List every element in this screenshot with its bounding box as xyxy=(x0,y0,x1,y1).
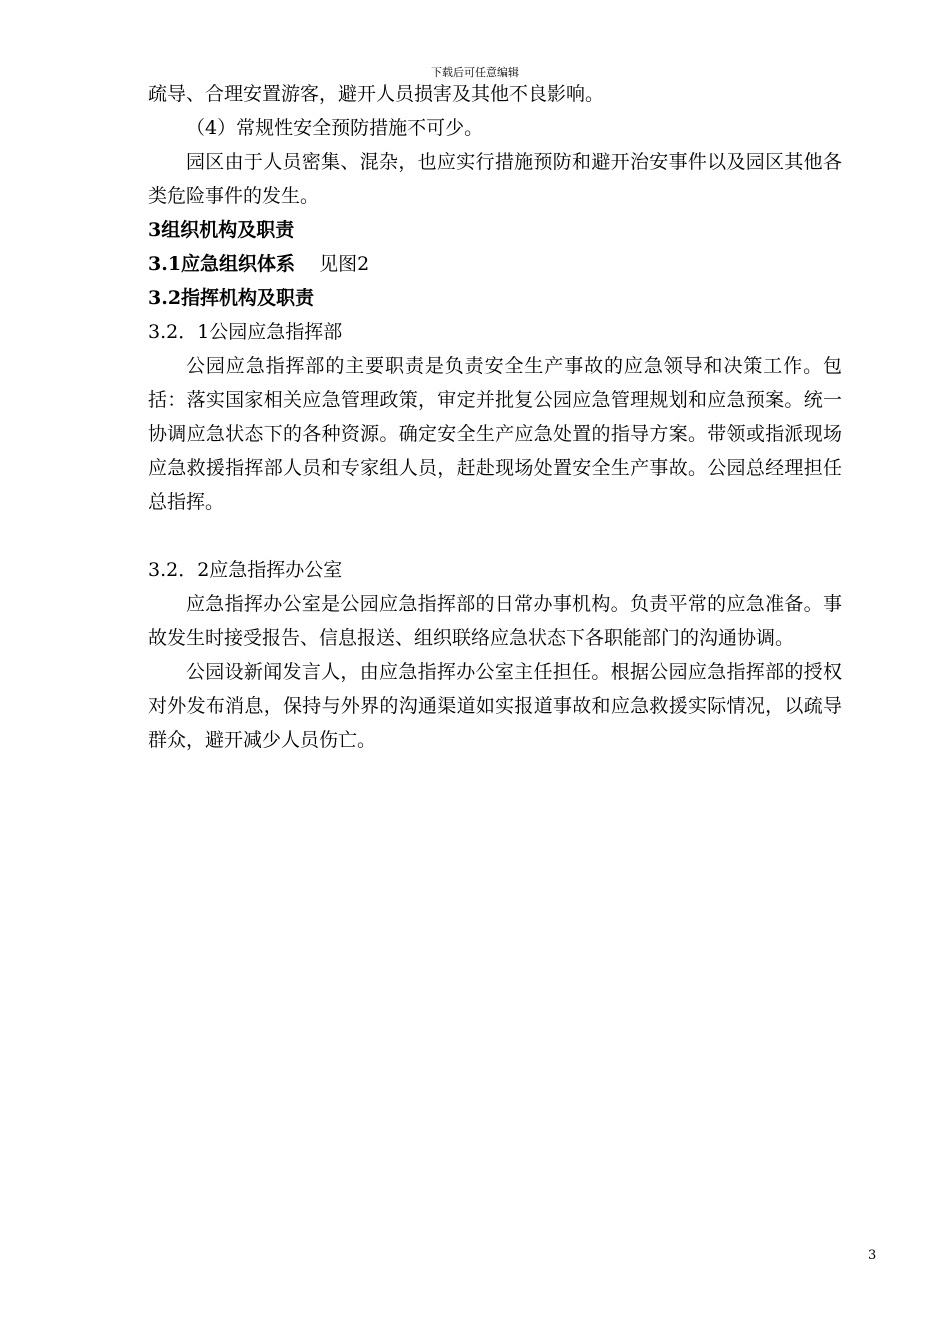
section-heading-3-1-title: 3.1应急组织体系 xyxy=(148,253,296,275)
document-body xyxy=(148,77,842,757)
paragraph-spokesperson: 公园设新闻发言人，由应急指挥办公室主任担任。根据公园应急指挥部的授权对外发布消息，保持与外界的沟通渠道如实报道事故和应急救援实际情况，以疏导群众，避开减少人员伤亡。 xyxy=(148,661,842,751)
paragraph-command-office: 应急指挥办公室是公园应急指挥部的日常办事机构。负责平常的应急准备。事故发生时接受报告、信息报送、组织联络应急状态下各职能部门的沟通协调。 xyxy=(148,593,842,649)
subsection-heading-3-2-2: 3.2．2应急指挥办公室 xyxy=(148,559,343,581)
section-heading-3: 3组织机构及职责 xyxy=(148,219,295,241)
blank-line xyxy=(148,519,842,553)
subsection-heading-3-2-1: 3.2．1公园应急指挥部 xyxy=(148,321,343,343)
section-heading-3-1 xyxy=(148,247,842,281)
page-number: 3 xyxy=(868,1248,877,1263)
section-heading-3-2: 3.2指挥机构及职责 xyxy=(148,287,315,309)
figure-reference: 见图2 xyxy=(319,253,370,275)
paragraph-command-center: 公园应急指挥部的主要职责是负责安全生产事故的应急领导和决策工作。包括：落实国家相关应急管理政策，审定并批复公园应急管理规划和应急预案。统一协调应急状态下的各种资源。确定安全生产应急处置的指导方案。带领或指派现场应急救援指挥部人员和专家组人员，赶赴现场处置安全生产事故。公园总经理担任总指挥。 xyxy=(148,355,842,513)
header-note: 下载后可任意编辑 xyxy=(431,66,519,79)
paragraph-continuation: 疏导、合理安置游客，避开人员损害及其他不良影响。 xyxy=(148,83,605,105)
paragraph-park-safety: 园区由于人员密集、混杂，也应实行措施预防和避开治安事件以及园区其他各类危险事件的发生。 xyxy=(148,151,842,207)
paragraph-item-4: （4）常规性安全预防措施不可少。 xyxy=(186,117,484,139)
